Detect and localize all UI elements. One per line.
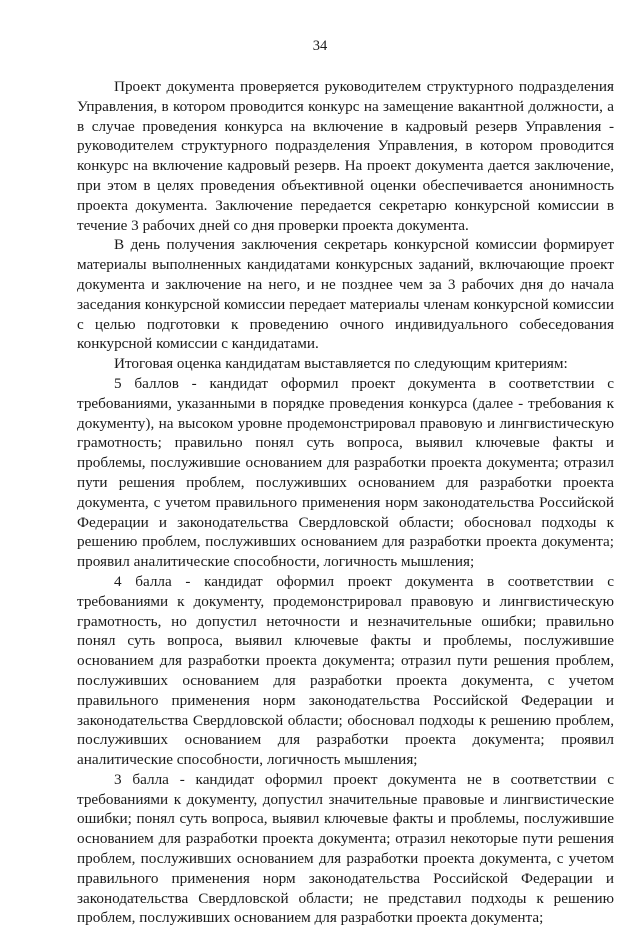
document-body (77, 77, 614, 928)
paragraph-criterion-5-points: 5 баллов - кандидат оформил проект документа в соответствии с требованиями, указанными в порядке проведения конкурса (далее - требования к документу), на высоком уровне продемонстрировал правовую и лингвистическую грамотность; правильно понял суть вопроса, выявил ключевые факты и проблемы, послужившие основанием для разработки проекта документа; отразил пути решения проблем, послуживших основанием для разработки проекта документа, с учетом правильного применения норм законодательства Российской Федерации и законодательства Свердловской области; обосновал подходы к решению проблем, послуживших основанием для разработки проекта документа; проявил аналитические способности, логичность мышления; (77, 374, 614, 571)
paragraph-criterion-4-points: 4 балла - кандидат оформил проект документа в соответствии с требованиями к документу, продемонстрировал правовую и лингвистическую грамотность, но допустил неточности и незначительные ошибки; правильно понял суть вопроса, выявил ключевые факты и проблемы, послужившие основанием для разработки проекта документа; отразил пути решения проблем, послуживших основанием для разработки проекта документа, с учетом правильного применения норм законодательства Российской Федерации и законодательства Свердловской области; обосновал подходы к решению проблем, послуживших основанием для разработки проекта документа; проявил аналитические способности, логичность мышления; (77, 572, 614, 769)
paragraph-document-review: Проект документа проверяется руководителем структурного подразделения Управления, в котором проводится конкурс на замещение вакантной должности, а в случае проведения конкурса на включение в кадровый резерв Управления - руководителем структурного подразделения Управления, в котором проводится конкурс на включение кадровый резерв. На проект документа дается заключение, при этом в целях проведения объективной оценки обеспечивается анонимность проекта документа. Заключение передается секретарю конкурсной комиссии в течение 3 рабочих дней со дня проверки проекта документа. (77, 78, 614, 234)
paragraph-criterion-3-points: 3 балла - кандидат оформил проект документа не в соответствии с требованиями к документу, допустил значительные правовые и лингвистические ошибки; понял суть вопроса, выявил ключевые факты и проблемы, послужившие основанием для разработки проекта документа; отразил некоторые пути решения проблем, послуживших основанием для разработки проекта документа, с учетом правильного применения норм законодательства Российской Федерации и законодательства Свердловской области; не представил подходы к решению проблем, послуживших основанием для разработки проекта документа; (77, 770, 614, 927)
paragraph-secretary-materials: В день получения заключения секретарь конкурсной комиссии формирует материалы выполненных кандидатами конкурсных заданий, включающие проект документа и заключение на него, и не позднее чем за 3 рабочих дня до начала заседания конкурсной комиссии передает материалы членам конкурсной комиссии с целью подготовки к проведению очного индивидуального собеседования конкурсной комиссии с кандидатами. (77, 236, 614, 353)
page-number: 34 (312, 38, 328, 54)
paragraph-criteria-intro: Итоговая оценка кандидатам выставляется по следующим критериям: (114, 355, 568, 373)
